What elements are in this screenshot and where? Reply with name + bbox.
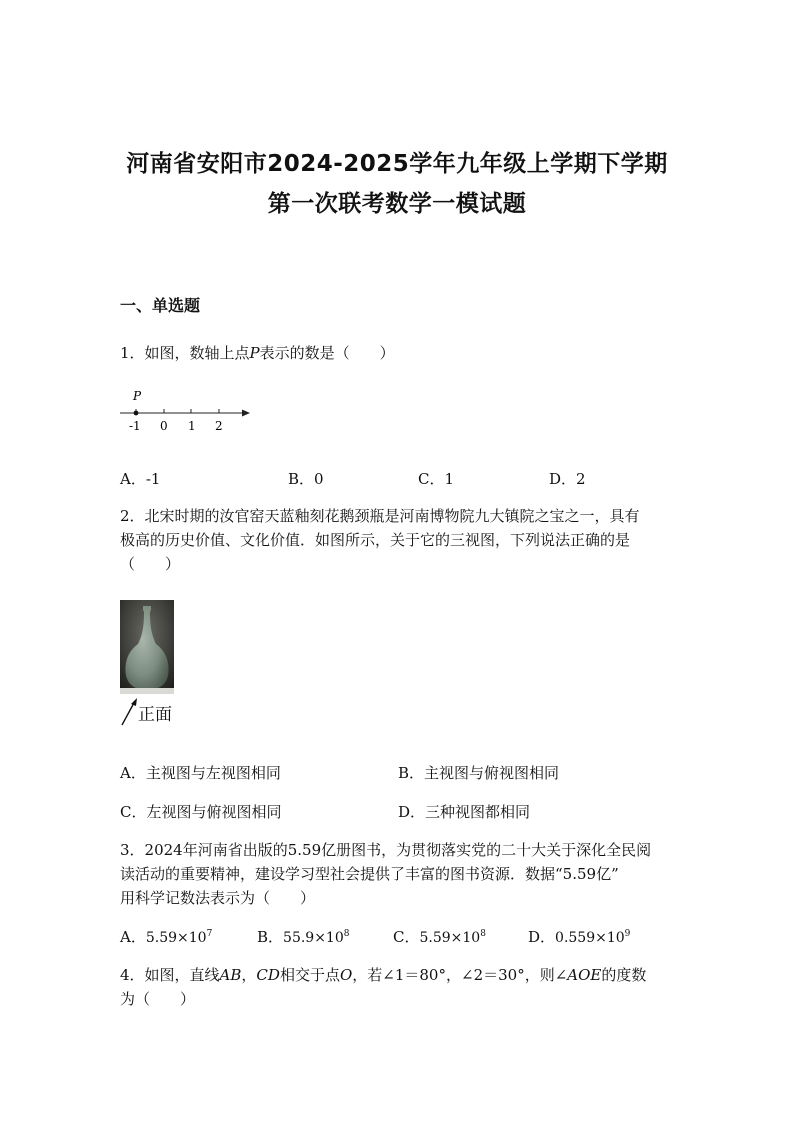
q3-option-b[interactable]	[257, 926, 349, 947]
q1-stem	[120, 342, 395, 363]
q2-option-c[interactable]: C．左视图与俯视图相同	[120, 803, 282, 821]
q3-option-d[interactable]	[528, 926, 630, 947]
line-ab-label: AB	[219, 966, 242, 984]
option-letter: C．	[393, 928, 420, 946]
q3-option-a[interactable]	[120, 926, 212, 947]
q4-text: ，若	[352, 966, 383, 984]
q1-stem-text-2: 表示的数是（ ）	[259, 344, 395, 362]
angle2-value: ∠2＝30°	[461, 966, 525, 984]
option-letter: D．	[528, 928, 556, 946]
number-line-arrow	[242, 410, 250, 417]
q3-option-c[interactable]	[393, 926, 486, 947]
point-p	[134, 411, 139, 416]
angle1-value: ∠1＝80°	[382, 966, 446, 984]
option-times-ten: ×10	[450, 930, 481, 946]
front-view-label: 正面	[138, 705, 172, 725]
q2-option-d[interactable]: D．三种视图都相同	[398, 803, 531, 821]
point-o-label: O	[339, 966, 353, 984]
option-exponent: 7	[206, 929, 213, 939]
option-coefficient: 5.59	[419, 930, 451, 946]
line-cd-label: CD	[256, 966, 280, 984]
angle-aoe-label: ∠AOE	[554, 966, 602, 984]
option-times-ten: ×10	[177, 930, 207, 946]
vase-photo	[120, 600, 174, 694]
q4-stem-line1	[120, 964, 646, 985]
front-direction-arrow-icon	[120, 697, 140, 727]
option-exponent: 8	[343, 929, 350, 939]
q1-option-a[interactable]: A．-1	[120, 470, 161, 488]
photo-base	[120, 688, 174, 694]
q4-text: ，	[445, 966, 461, 984]
point-p-label: P	[133, 389, 142, 403]
option-coefficient: 0.559	[555, 930, 596, 946]
q3-stem-line1: 3．2024年河南省出版的5.59亿册图书，为贯彻落实党的二十大关于深化全民阅	[120, 841, 652, 859]
q4-text: 的度数	[601, 966, 647, 984]
q2-stem-line3: （ ）	[120, 555, 181, 573]
q3-stem-line3: 用科学记数法表示为（ ）	[120, 889, 316, 907]
q1-stem-text: 1．如图，数轴上点	[120, 344, 250, 362]
tick-label-1: 1	[188, 419, 196, 433]
option-exponent: 8	[480, 929, 486, 939]
q1-option-d[interactable]: D．2	[549, 470, 586, 488]
q1-var-p: P	[249, 344, 260, 362]
option-letter: B．	[257, 928, 284, 946]
q4-text: ，	[241, 966, 257, 984]
number-line-figure	[118, 385, 258, 437]
option-coefficient: 55.9	[283, 930, 315, 946]
q4-text: 相交于点	[279, 966, 340, 984]
document-title-line1: 河南省安阳市2024-2025学年九年级上学期下学期	[126, 151, 668, 177]
tick-label-0: 0	[160, 419, 168, 433]
option-times-ten: ×10	[595, 930, 625, 946]
q2-option-a[interactable]: A．主视图与左视图相同	[120, 764, 281, 782]
q3-stem-line2: 读活动的重要精神，建设学习型社会提供了丰富的图书资源．数据“5.59亿”	[120, 865, 619, 883]
q1-option-b[interactable]: B．0	[288, 470, 324, 488]
document-title-line2: 第一次联考数学一模试题	[267, 191, 527, 217]
option-exponent: 9	[624, 929, 631, 939]
option-letter: A．	[120, 928, 146, 946]
q4-text: ，则	[524, 966, 555, 984]
q4-stem-line2: 为（ ）	[120, 990, 196, 1008]
q1-option-c[interactable]: C．1	[418, 470, 455, 488]
section-heading: 一、单选题	[120, 296, 201, 315]
q2-stem-line2: 极高的历史价值、文化价值．如图所示，关于它的三视图，下列说法正确的是	[120, 531, 631, 549]
q4-text: 4．如图，直线	[120, 966, 220, 984]
option-times-ten: ×10	[314, 930, 344, 946]
option-coefficient: 5.59	[145, 930, 178, 946]
q2-option-b[interactable]: B．主视图与俯视图相同	[398, 764, 560, 782]
q2-stem-line1: 2．北宋时期的汝官窑天蓝釉刻花鹅颈瓶是河南博物院九大镇院之宝之一，具有	[120, 507, 640, 525]
tick-label-2: 2	[215, 419, 223, 433]
tick-label-neg1: -1	[129, 419, 141, 433]
